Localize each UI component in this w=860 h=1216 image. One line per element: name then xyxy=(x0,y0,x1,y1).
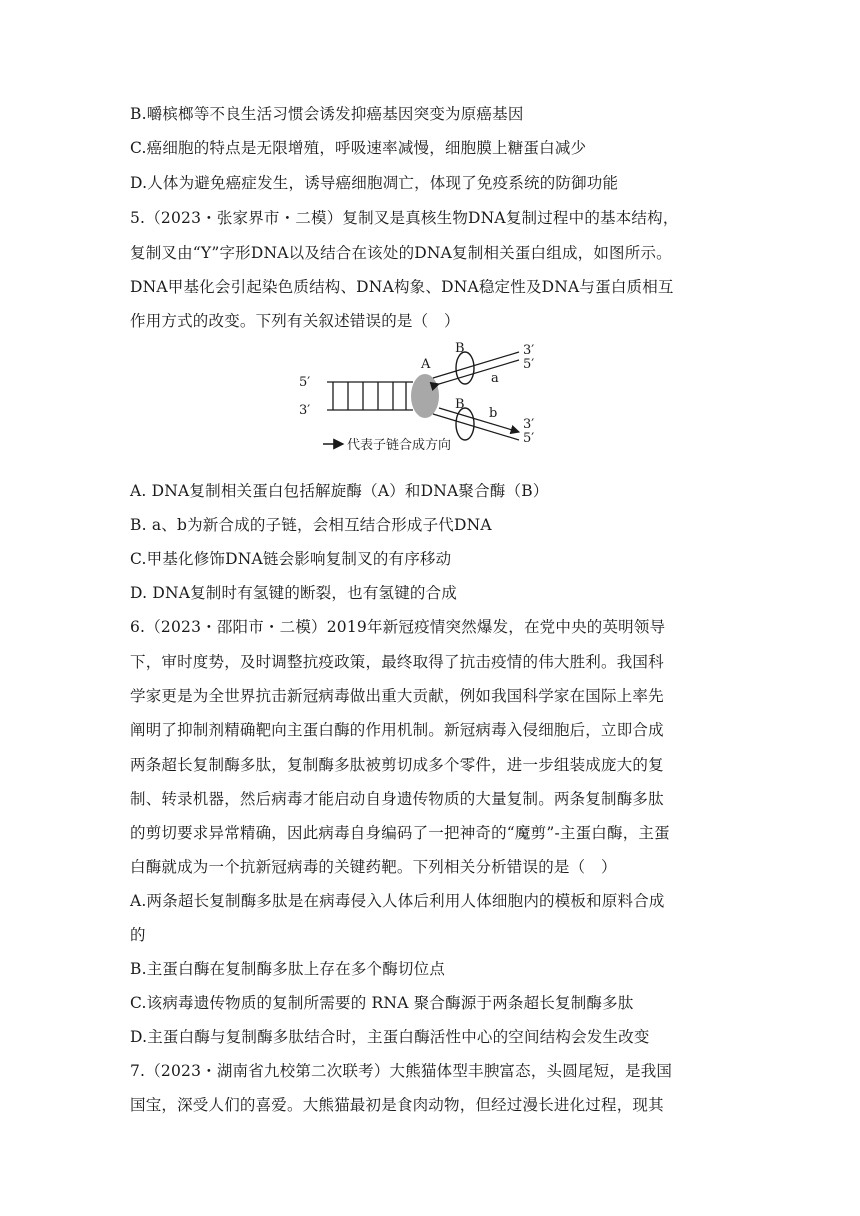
q4-option-b: B.嚼槟榔等不良生活习惯会诱发抑癌基因突变为原癌基因 xyxy=(130,105,524,123)
q6-stem-line: 白酶就成为一个抗新冠病毒的关键药靶。下列相关分析错误的是（ ） xyxy=(130,858,617,876)
q5-option-b: B. a、b为新合成的子链，会相互结合形成子代DNA xyxy=(130,516,492,534)
q4-option-d: D.人体为避免癌症发生，诱导癌细胞凋亡，体现了免疫系统的防御功能 xyxy=(130,174,619,192)
q6-option-d: D.主蛋白酶与复制酶多肽结合时，主蛋白酶活性中心的空间结构会发生改变 xyxy=(130,1028,650,1046)
q6-option-c: C.该病毒遗传物质的复制所需要的 RNA 聚合酶源于两条超长复制酶多肽 xyxy=(130,994,634,1012)
label-bottom-right-3prime: 3′ xyxy=(523,417,535,432)
q5-option-d: D. DNA复制时有氢键的断裂，也有氢键的合成 xyxy=(130,584,458,602)
q6-stem-line: 学家更是为全世界抗击新冠病毒做出重大贡献，例如我国科学家在国际上率先 xyxy=(130,687,664,705)
q5-stem-line: 复制叉由“Y”字形DNA以及结合在该处的DNA复制相关蛋白组成，如图所示。 xyxy=(130,244,672,262)
legend-label: 代表子链合成方向 xyxy=(347,438,452,453)
q5-option-c: C.甲基化修饰DNA链会影响复制叉的有序移动 xyxy=(130,550,452,568)
q7-stem-line: 国宝，深受人们的喜爱。大熊猫最初是食肉动物，但经过漫长进化过程，现其 xyxy=(130,1096,664,1114)
q6-stem-line: 制、转录机器，然后病毒才能启动自身遗传物质的大量复制。两条复制酶多肽 xyxy=(130,790,664,808)
label-a-upper: A xyxy=(421,357,431,372)
label-b-bottom: B xyxy=(455,397,465,412)
q6-stem-line: 两条超长复制酶多肽，复制酶多肽被剪切成多个零件，进一步组装成庞大的复 xyxy=(130,756,664,774)
label-strand-b: b xyxy=(489,406,498,421)
lower-template-strand xyxy=(433,414,519,440)
q6-option-a-continued: 的 xyxy=(130,926,146,944)
label-b-top: B xyxy=(455,341,465,356)
label-bottom-right-5prime: 5′ xyxy=(523,431,535,446)
q5-stem-line: 作用方式的改变。下列有关叙述错误的是（ ） xyxy=(130,312,460,330)
label-left-3prime: 3′ xyxy=(299,403,311,418)
q4-option-c: C.癌细胞的特点是无限增殖，呼吸速率减慢，细胞膜上糖蛋白减少 xyxy=(130,139,587,157)
label-top-right-3prime: 3′ xyxy=(523,343,535,358)
label-left-5prime: 5′ xyxy=(299,375,311,390)
q6-option-b: B.主蛋白酶在复制酶多肽上存在多个酶切位点 xyxy=(130,960,446,978)
q6-stem-line: 阐明了抑制剂精确靶向主蛋白酶的作用机制。新冠病毒入侵细胞后，立即合成 xyxy=(130,721,664,739)
replication-fork-diagram xyxy=(293,338,553,456)
replication-fork-figure xyxy=(293,338,553,456)
upper-template-strand xyxy=(433,352,519,378)
q6-stem-line: 的剪切要求异常精确，因此病毒自身编码了一把神奇的“魔剪”-主蛋白酶，主蛋 xyxy=(130,824,670,842)
base-pair-rungs xyxy=(333,382,406,410)
label-top-right-5prime: 5′ xyxy=(523,357,535,372)
q5-option-a: A. DNA复制相关蛋白包括解旋酶（A）和DNA聚合酶（B） xyxy=(130,482,549,500)
q7-stem-line: 7.（2023・湖南省九校第二次联考）大熊猫体型丰腴富态，头圆尾短，是我国 xyxy=(130,1062,673,1080)
label-strand-a: a xyxy=(491,371,499,386)
q6-option-a: A.两条超长复制酶多肽是在病毒侵入人体后利用人体细胞内的模板和原料合成 xyxy=(130,892,665,910)
q5-stem-line: DNA甲基化会引起染色质结构、DNA构象、DNA稳定性及DNA与蛋白质相互 xyxy=(130,278,674,296)
q6-stem-line: 6.（2023・邵阳市・二模）2019年新冠疫情突然爆发，在党中央的英明领导 xyxy=(130,618,666,636)
q5-stem-line: 5.（2023・张家界市・二模）复制叉是真核生物DNA复制过程中的基本结构， xyxy=(130,209,679,227)
q6-stem-line: 下，审时度势，及时调整抗疫政策，最终取得了抗击疫情的伟大胜利。我国科 xyxy=(130,653,664,671)
helicase-a-shape xyxy=(411,374,439,418)
